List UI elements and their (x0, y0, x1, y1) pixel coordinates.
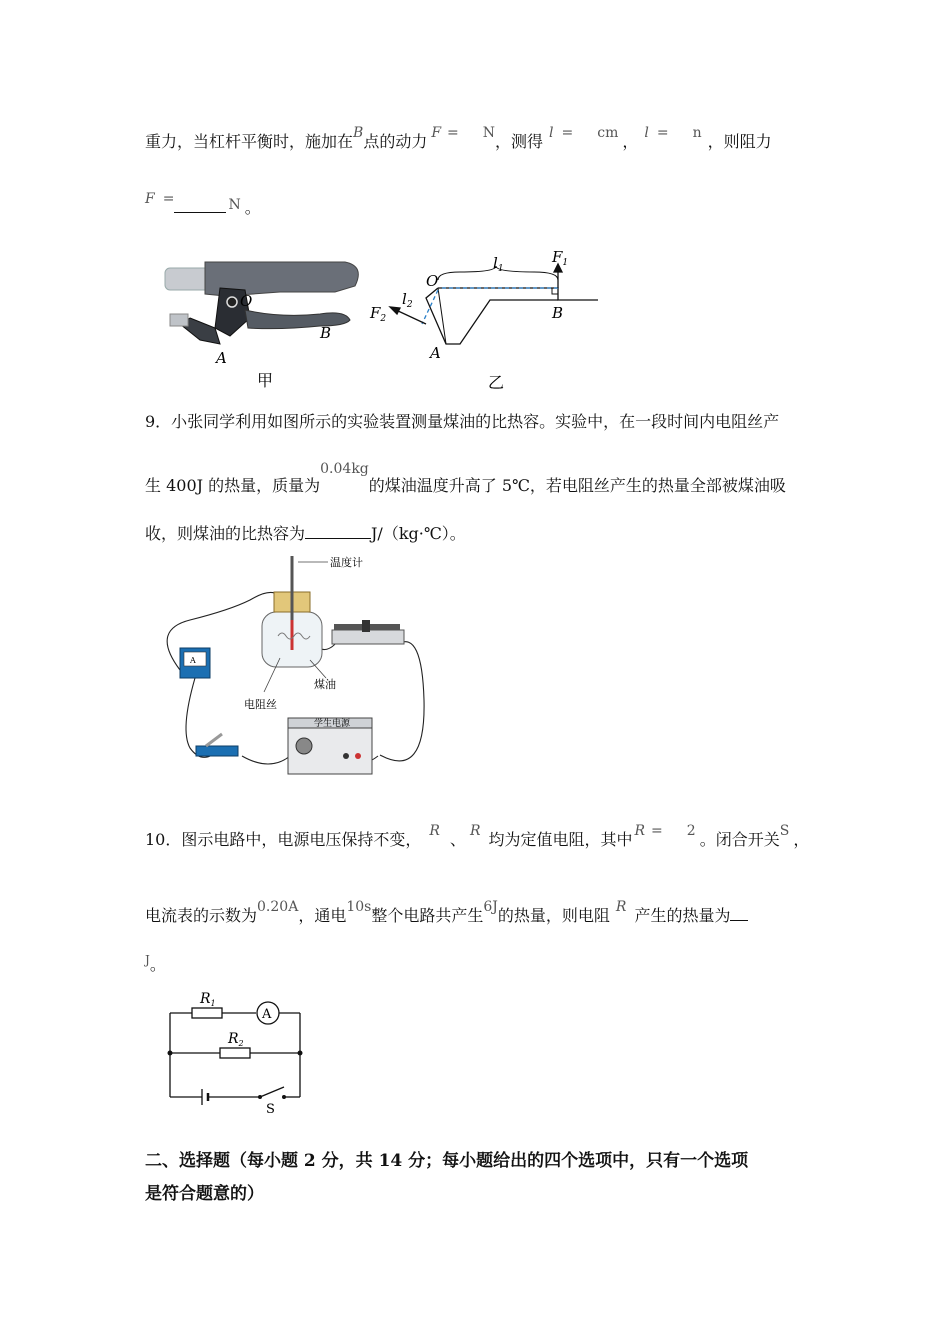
math-R1: R (634, 823, 646, 839)
ammeter-symbol: A (190, 656, 196, 665)
text: 的煤油温度升高了 5℃，若电阻丝产生的热量全部被煤油吸 (368, 476, 786, 495)
label-thermometer: 温度计 (330, 556, 363, 569)
math-eq: = (162, 191, 175, 207)
text: 均为定值电阻，其中 (488, 830, 633, 849)
resistor-R2 (220, 1048, 250, 1058)
label-O: O (426, 272, 439, 290)
text: 10．图示电路中，电源电压保持不变， (145, 830, 422, 849)
math-eq: = (561, 125, 574, 141)
math-current: 0.20A (257, 899, 299, 915)
q8-line-2 (145, 191, 261, 219)
text: 的热量，则电阻 (497, 906, 610, 925)
label-B: B (552, 304, 564, 322)
q9-line-2 (145, 461, 786, 497)
text: 。闭合开关 (699, 830, 780, 849)
math-F2: F (145, 191, 155, 207)
label-O-left: O (240, 292, 253, 310)
q9-line-1: 9．小张同学利用如图所示的实验装置测量煤油的比热容。实验中，在一段时间内电阻丝产 (145, 412, 780, 431)
label-l2: $l_2$ (402, 290, 413, 310)
label-B-left: B (320, 324, 332, 342)
caption-jia: 甲 (257, 371, 274, 390)
text: 整个电路共产生 (371, 906, 484, 925)
text: 、 (449, 830, 466, 849)
math-eq: = (447, 125, 459, 141)
text: ， (793, 830, 810, 849)
math-unit: N (482, 125, 496, 141)
math-B: B (353, 125, 364, 141)
label-F1: $F_1$ (552, 248, 569, 268)
math-eq: = (656, 125, 669, 141)
math-time: 10s (346, 899, 372, 915)
text: ，通电 (298, 906, 347, 925)
lever-diagram (390, 264, 598, 344)
text: 。 (244, 198, 261, 217)
label-R1: $R_1$ (200, 991, 216, 1008)
math-unit: cm (597, 125, 619, 141)
math-S: S (779, 823, 790, 839)
text: 重力，当杠杆平衡时，施加在 (145, 132, 354, 151)
math-value: 2 (686, 823, 696, 839)
label-power: 学生电源 (314, 719, 351, 729)
brake-lever-illustration (165, 262, 358, 390)
text: 收，则煤油的比热容为 (145, 524, 306, 543)
text: ， (622, 132, 639, 151)
q10-line-3 (145, 955, 166, 976)
label-l1: $l_1$ (493, 254, 504, 274)
math-R2: R (615, 899, 627, 915)
answer-blank[interactable] (730, 920, 748, 921)
section-2-heading-line-1: 二、选择题（每小题 2 分，共 14 分；每小题给出的四个选项中，只有一个选项 (145, 1151, 749, 1171)
math-unit: n (692, 125, 702, 141)
text: 产生的热量为 (634, 906, 731, 925)
label-F2: $F_2$ (370, 304, 387, 324)
math-unit: J (145, 953, 150, 967)
label-A: A (262, 1007, 272, 1022)
resistor-R1 (192, 1008, 222, 1018)
section-2-heading-line-2: 是符合题意的） (145, 1184, 264, 1204)
math-l2: l (644, 125, 649, 141)
math-R2: R (469, 823, 481, 839)
answer-blank[interactable] (174, 212, 226, 213)
text: ，则阻力 (707, 132, 772, 151)
math-mass: 0.04kg (320, 461, 369, 477)
math-R1: R (429, 823, 440, 839)
q10-line-1 (145, 823, 810, 851)
text: 点的动力 (363, 132, 428, 151)
circuit-figure (160, 985, 320, 1115)
label-R2: $R_2$ (228, 1031, 244, 1048)
label-S: S (266, 1102, 275, 1115)
label-A: A (430, 344, 441, 362)
math-unit: N (228, 197, 241, 213)
text: ，测得 (495, 132, 544, 151)
label-A-left: A (216, 349, 227, 367)
math-heat: 6J (483, 899, 498, 915)
caption-yi: 乙 (488, 373, 505, 392)
answer-blank[interactable] (305, 538, 371, 539)
lever-figure (160, 248, 610, 393)
q8-line-1 (145, 125, 772, 153)
text: J/（kg·℃）。 (371, 524, 466, 543)
label-wire: 电阻丝 (244, 698, 277, 711)
heating-experiment-figure (150, 550, 440, 790)
math-l1: l (549, 125, 554, 141)
text: 生 400J 的热量，质量为 (145, 476, 321, 495)
math-eq: = (651, 823, 663, 839)
q10-line-2 (145, 899, 748, 927)
q9-line-3 (145, 524, 466, 544)
math-F1: F (431, 125, 442, 141)
text: 。 (149, 955, 166, 974)
label-kerosene: 煤油 (314, 678, 336, 691)
text: 电流表的示数为 (145, 906, 258, 925)
